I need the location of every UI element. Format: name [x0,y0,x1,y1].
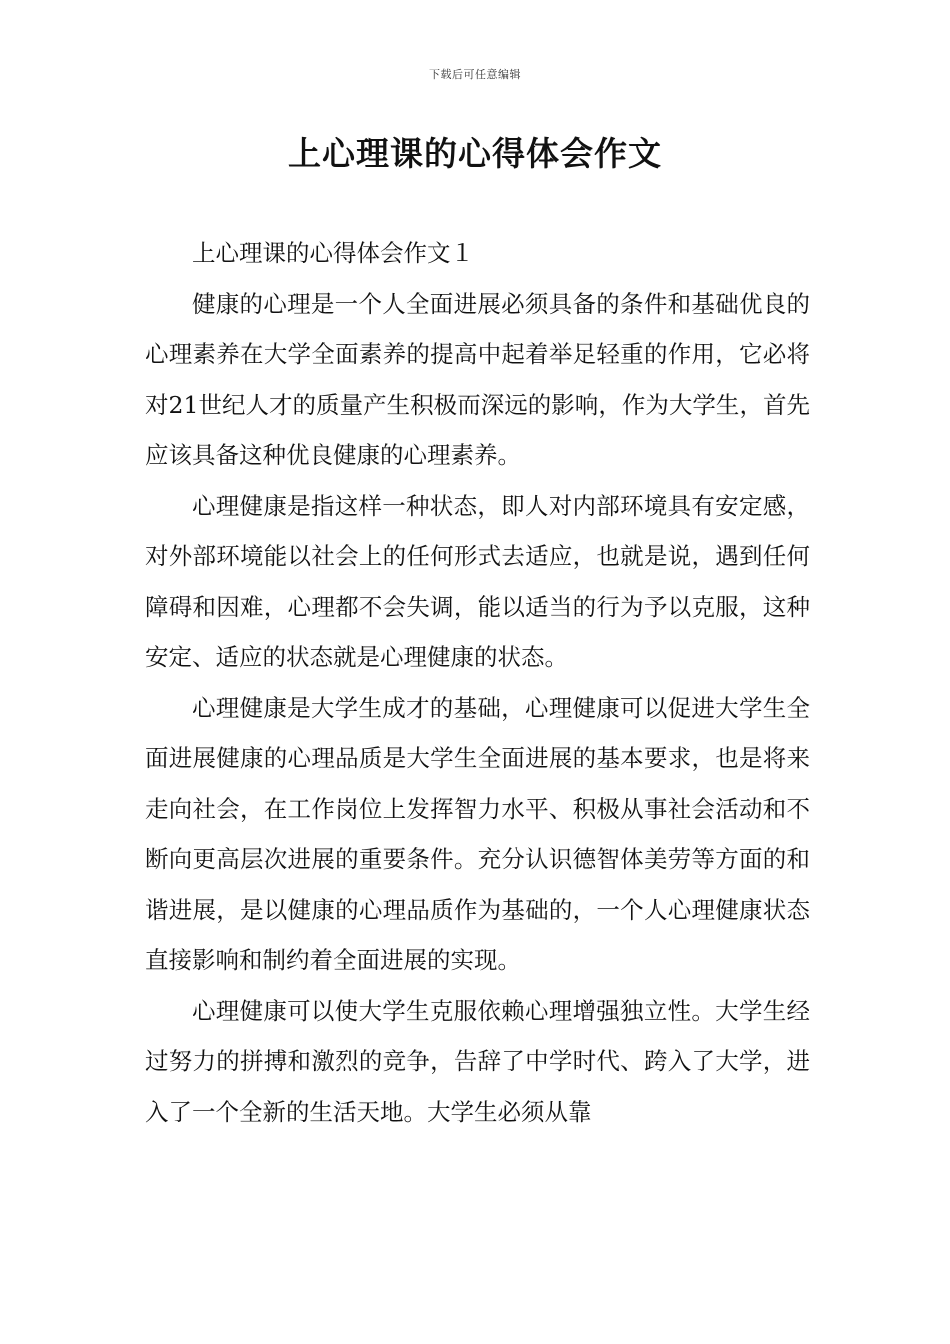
section-subtitle: 上心理课的心得体会作文１ [192,239,474,267]
header-note: 下载后可任意编辑 [429,68,521,81]
paragraph-3: 心理健康是大学生成才的基础，心理健康可以促进大学生全面进展健康的心理品质是大学生全面进展的基本要求，也是将来走向社会，在工作岗位上发挥智力水平、积极从事社会活动和不断向更高层次进展的重要条件。充分认识德智体美劳等方面的和谐进展，是以健康的心理品质作为基础的，一个人心理健康状态直接影响和制约着全面进展的实现。 [145,693,810,974]
paragraph-2: 心理健康是指这样一种状态，即人对内部环境具有安定感，对外部环境能以社会上的任何形式去适应，也就是说，遇到任何障碍和因难，心理都不会失调，能以适当的行为予以克服，这种安定、适应的状态就是心理健康的状态。 [145,491,810,671]
paragraph-4: 心理健康可以使大学生克服依赖心理增强独立性。大学生经过努力的拼搏和激烈的竞争，告辞了中学时代、跨入了大学，进入了一个全新的生活天地。大学生必须从靠 [145,996,810,1126]
document-title: 上心理课的心得体会作文 [288,134,662,173]
document-body [145,228,810,1137]
paragraph-1: 健康的心理是一个人全面进展必须具备的条件和基础优良的心理素养在大学全面素养的提高中起着举足轻重的作用，它必将对21世纪人才的质量产生积极而深远的影响，作为大学生，首先应该具备这种优良健康的心理素养。 [145,289,810,469]
